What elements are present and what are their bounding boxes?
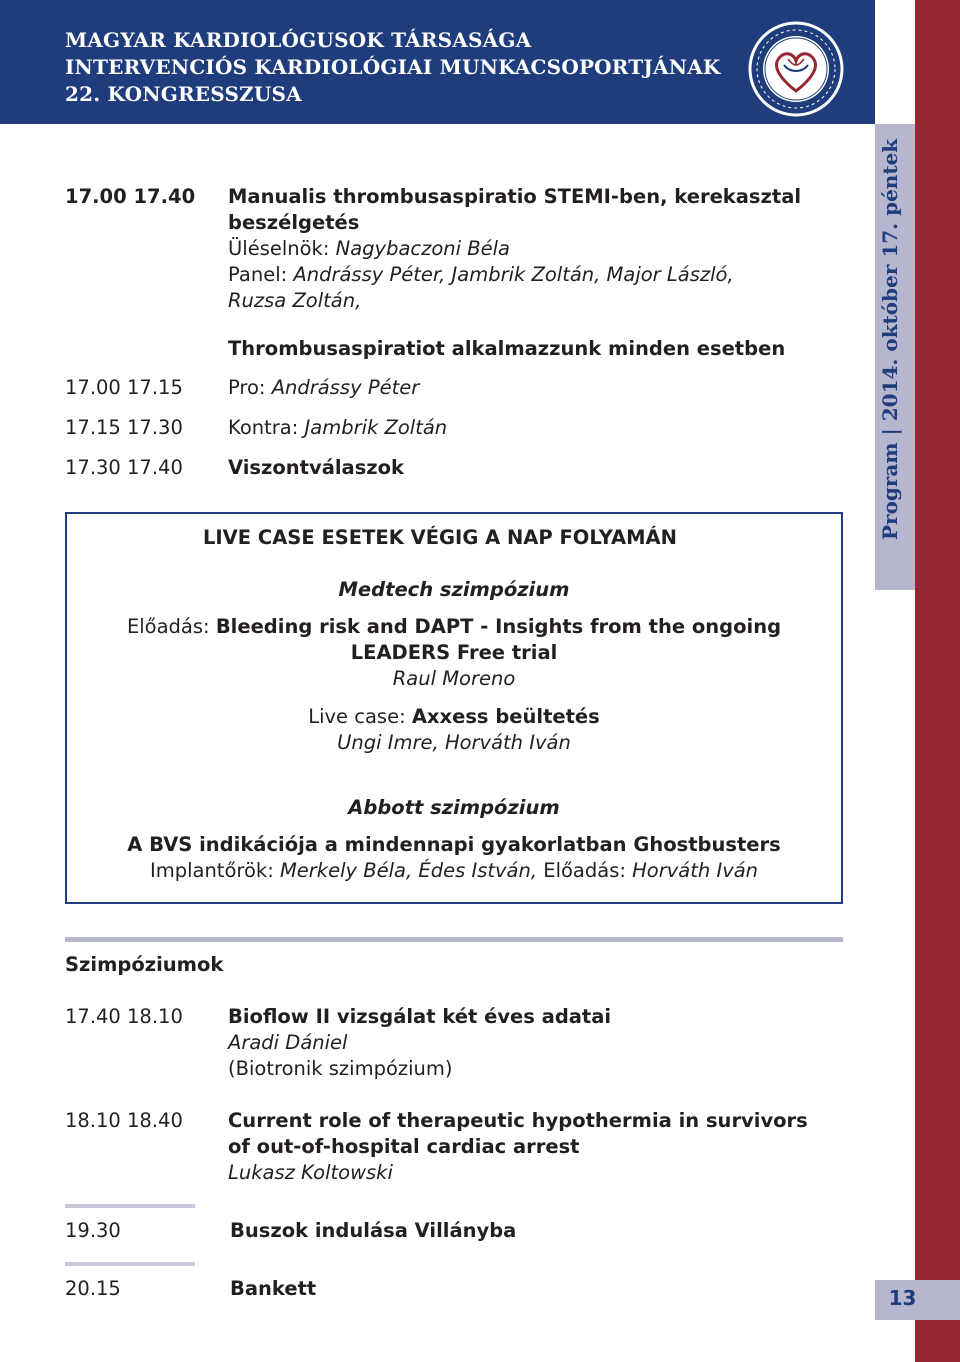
symposium-title: Current role of therapeutic hypothermia in survivors xyxy=(228,1109,808,1132)
short-divider xyxy=(65,1262,195,1266)
evening-time: 19.30 xyxy=(65,1219,121,1242)
item-speaker: Jambrik Zoltán xyxy=(304,416,448,439)
live-case-speakers: Ungi Imre, Horváth Iván xyxy=(337,731,571,754)
item-label: Kontra: xyxy=(228,416,305,439)
header-line-3: 22. KONGRESSZUSA xyxy=(65,82,302,106)
symposium-time: 18.10 18.40 xyxy=(65,1109,183,1132)
eloadas-line-2: LEADERS Free trial xyxy=(350,641,558,664)
header-line-1: MAGYAR KARDIOLÓGUSOK TÁRSASÁGA xyxy=(65,28,532,52)
implant-label: Implantőrök: xyxy=(149,859,280,882)
page-number: 13 xyxy=(888,1286,917,1310)
session-title-line-2: beszélgetés xyxy=(228,211,360,234)
evening-title: Bankett xyxy=(230,1277,317,1300)
item-rebuttals: Viszontválaszok xyxy=(228,456,405,479)
item-time: 17.00 17.15 xyxy=(65,376,183,399)
live-box-heading: LIVE CASE ESETEK VÉGIG A NAP FOLYAMÁN xyxy=(203,526,677,549)
edge-strip-red xyxy=(915,0,960,1362)
eloadas-label: Előadás: xyxy=(126,615,216,638)
debate-title: Thrombusaspiratiot alkalmazzunk minden esetben xyxy=(228,337,786,360)
panel-label: Panel: xyxy=(228,263,294,286)
item-time: 17.30 17.40 xyxy=(65,456,183,479)
item-time: 17.15 17.30 xyxy=(65,416,183,439)
society-seal-icon xyxy=(748,21,844,117)
item-pro xyxy=(228,375,419,401)
symposium-title: Bioflow II vizsgálat két éves adatai xyxy=(228,1005,612,1028)
live-case-label: Live case: xyxy=(308,705,412,728)
page-header xyxy=(0,0,875,124)
symposia-heading: Szimpóziumok xyxy=(65,953,224,976)
session-title-line-1: Manualis thrombusaspiratio STEMI-ben, kerekasztal xyxy=(228,185,802,208)
session-panel xyxy=(228,262,734,288)
symposium-speaker: Aradi Dániel xyxy=(228,1031,348,1054)
implant-names: Merkely Béla, Édes István, xyxy=(279,859,538,882)
item-kontra xyxy=(228,415,447,441)
panel-names: Andrássy Péter, Jambrik Zoltán, Major László, xyxy=(293,263,734,286)
symposium-time: 17.40 18.10 xyxy=(65,1005,183,1028)
symposium-note: (Biotronik szimpózium) xyxy=(228,1057,453,1080)
chair-label: Üléselnök: xyxy=(228,237,336,260)
evening-time: 20.15 xyxy=(65,1277,121,1300)
panel-names-line-2: Ruzsa Zoltán, xyxy=(228,289,362,312)
session-time: 17.00 17.40 xyxy=(65,185,196,208)
session-chair xyxy=(228,236,510,262)
abbott-title: Abbott szimpózium xyxy=(348,796,560,819)
evening-title: Buszok indulása Villányba xyxy=(230,1219,517,1242)
item-label: Pro: xyxy=(228,376,272,399)
implant-line xyxy=(65,858,843,884)
implant-eloadas-name: Horváth Iván xyxy=(632,859,759,882)
chair-name: Nagybaczoni Béla xyxy=(335,237,511,260)
eloadas-speaker: Raul Moreno xyxy=(392,667,516,690)
eloadas-title: Bleeding risk and DAPT - Insights from the ongoing xyxy=(215,615,782,638)
side-label-text: Program | 2014. október 17. péntek xyxy=(878,138,902,540)
item-speaker: Andrássy Péter xyxy=(271,376,420,399)
live-case-line xyxy=(65,704,843,730)
eloadas-line-1 xyxy=(65,614,843,640)
header-line-2: INTERVENCIÓS KARDIOLÓGIAI MUNKACSOPORTJÁNAK xyxy=(65,55,721,79)
live-case-title: Axxess beültetés xyxy=(411,705,600,728)
bvs-title: A BVS indikációja a mindennapi gyakorlatban Ghostbusters xyxy=(127,833,781,856)
medtech-title: Medtech szimpózium xyxy=(338,578,570,601)
implant-eloadas-label: Előadás: xyxy=(537,859,633,882)
section-divider xyxy=(65,937,843,942)
symposium-title-line-2: of out-of-hospital cardiac arrest xyxy=(228,1135,580,1158)
symposium-speaker: Lukasz Koltowski xyxy=(228,1161,393,1184)
short-divider xyxy=(65,1204,195,1208)
